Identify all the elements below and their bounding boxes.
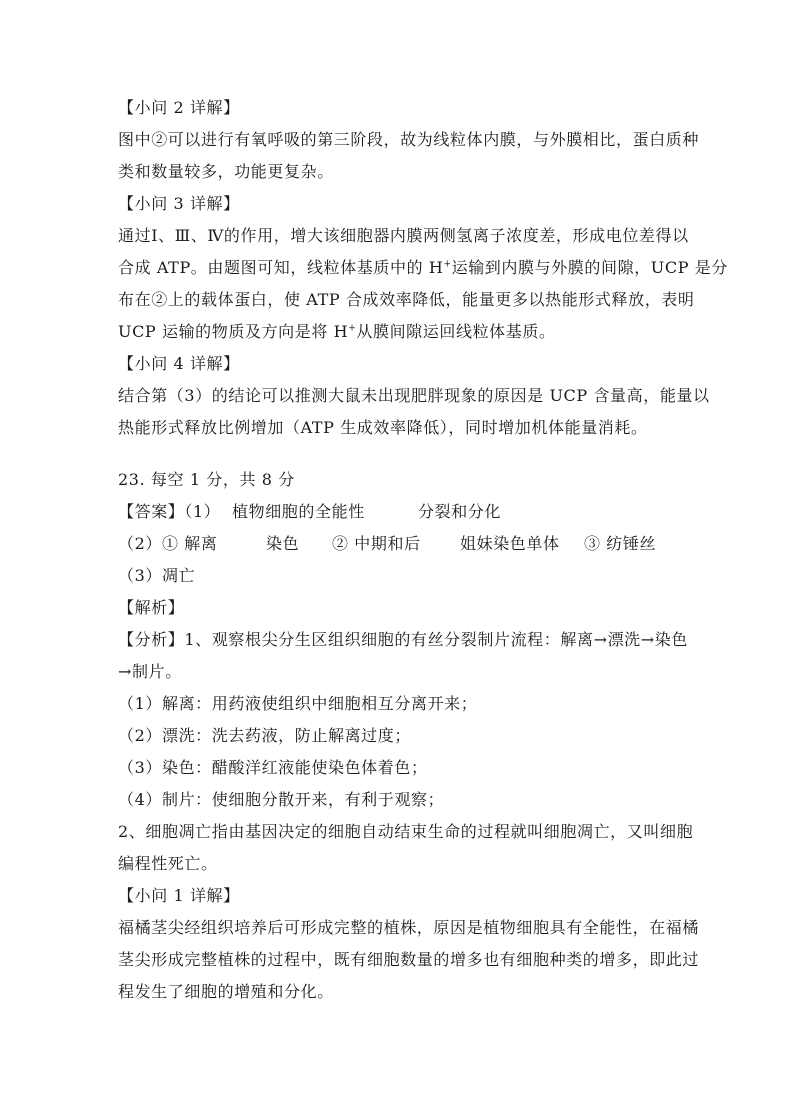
q3-line-2-b: 运输到内膜与外膜的间隙，UCP 是分 bbox=[451, 258, 728, 277]
analysis-line-1: 【分析】1、观察根尖分生区组织细胞的有丝分裂制片流程：解离→漂洗→染色 bbox=[118, 630, 688, 649]
q3-heading: 【小问 3 详解】 bbox=[118, 194, 240, 213]
q3-line-4 bbox=[118, 316, 718, 348]
q2-line-1: 图中②可以进行有氧呼吸的第三阶段，故为线粒体内膜，与外膜相比，蛋白质种 bbox=[118, 130, 700, 149]
document-page bbox=[118, 92, 728, 1008]
answer-row-1 bbox=[118, 496, 718, 528]
analysis-line-4: （2）漂洗：洗去药液，防止解离过度； bbox=[118, 726, 411, 745]
section-gap bbox=[118, 444, 718, 464]
q2-heading: 【小问 2 详解】 bbox=[118, 98, 240, 117]
q4-heading: 【小问 4 详解】 bbox=[118, 354, 240, 373]
q3-line-2 bbox=[118, 252, 728, 284]
analysis-line-5: （3）染色：醋酸洋红液能使染色体着色； bbox=[118, 758, 428, 777]
q3-line-3: 布在②上的载体蛋白，使 ATP 合成效率降低，能量更多以热能形式释放，表明 bbox=[118, 290, 695, 309]
q23-q1-heading: 【小问 1 详解】 bbox=[118, 886, 240, 905]
answer-2a: ① 解离 bbox=[162, 534, 218, 553]
answer-row-3: （3）凋亡 bbox=[118, 566, 196, 585]
q2-line-2: 类和数量较多，功能更复杂。 bbox=[118, 162, 334, 181]
analysis-line-2: →制片。 bbox=[118, 662, 182, 681]
q4-line-2: 热能形式释放比例增加（ATP 生成效率降低），同时增加机体能量消耗。 bbox=[118, 418, 648, 437]
q3-line-4-sup: + bbox=[348, 323, 357, 334]
answer-2e: ③ 纺锤丝 bbox=[584, 534, 657, 553]
answer-2d: 姐妹染色单体 bbox=[460, 534, 560, 553]
analysis-line-7: 2、细胞凋亡指由基因决定的细胞自动结束生命的过程就叫细胞凋亡，又叫细胞 bbox=[118, 822, 694, 841]
analysis-line-6: （4）制片：使细胞分散开来，有利于观察； bbox=[118, 790, 445, 809]
analysis-line-8: 编程性死亡。 bbox=[118, 854, 218, 873]
answer-prefix: 【答案】（1） bbox=[118, 502, 221, 521]
answer-2c: ② 中期和后 bbox=[332, 534, 421, 553]
q23-q1-line-1: 福橘茎尖经组织培养后可形成完整的植株，原因是植物细胞具有全能性，在福橘 bbox=[118, 918, 700, 937]
q23-title: 23. 每空 1 分，共 8 分 bbox=[118, 470, 295, 489]
answer-row-2 bbox=[118, 528, 718, 560]
analysis-line-3: （1）解离：用药液使组织中细胞相互分离开来； bbox=[118, 694, 478, 713]
q4-line-1: 结合第（3）的结论可以推测大鼠未出现肥胖现象的原因是 UCP 含量高，能量以 bbox=[118, 386, 710, 405]
q3-line-2-sup: + bbox=[443, 259, 452, 270]
jiexi-heading: 【解析】 bbox=[118, 598, 185, 617]
q3-line-4-b: 从膜间隙运回线粒体基质。 bbox=[356, 322, 556, 341]
q23-q1-line-2: 茎尖形成完整植株的过程中，既有细胞数量的增多也有细胞种类的增多，即此过 bbox=[118, 950, 700, 969]
q3-line-2-a: 合成 ATP。由题图可知，线粒体基质中的 H bbox=[118, 258, 444, 277]
answer-2b: 染色 bbox=[266, 534, 300, 553]
q3-line-1: 通过Ⅰ、Ⅲ、Ⅳ的作用，增大该细胞器内膜两侧氢离子浓度差，形成电位差得以 bbox=[118, 226, 689, 245]
answer-2-prefix: （2） bbox=[118, 534, 162, 553]
q23-q1-line-3: 程发生了细胞的增殖和分化。 bbox=[118, 982, 334, 1001]
answer-1b: 分裂和分化 bbox=[418, 502, 502, 521]
answer-1a: 植物细胞的全能性 bbox=[232, 502, 365, 521]
q3-line-4-a: UCP 运输的物质及方向是将 H bbox=[118, 322, 349, 341]
